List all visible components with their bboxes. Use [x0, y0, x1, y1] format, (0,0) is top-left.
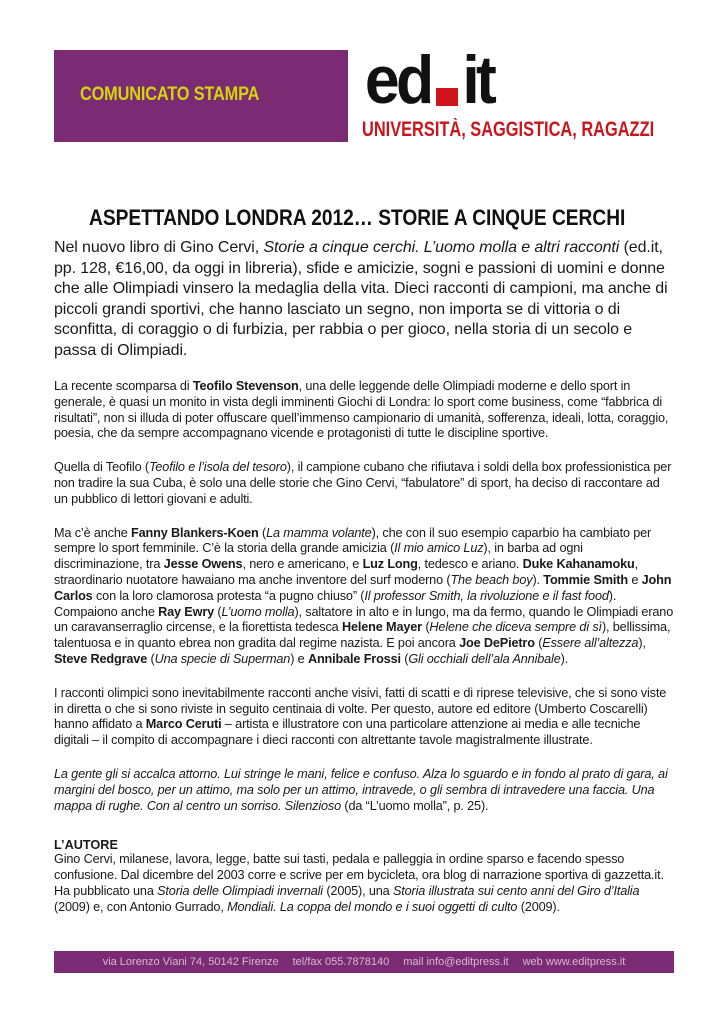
logo-red-dot [436, 88, 458, 106]
footer-address: via Lorenzo Viani 74, 50142 Firenze [102, 956, 279, 968]
footer-phone: tel/fax 055.7878140 [292, 956, 390, 968]
paragraph-illustrations: I racconti olimpici sono inevitabilmente racconti anche visivi, fatti di scatti e di riprese televisive, che si sono viste in diretta o che si sono riviste in seguito centinaia di volte. Per questo, autore ed editore (Umberto Coscarelli) hanno affidato a Marco Ceruti – artista e illustratore con una particolare attenzione ai media e alle tecniche digitali – il compito di accompagnare i dieci racconti con altrettante tavole magistralmente illustrate. [54, 685, 667, 748]
footer-web[interactable]: web www.editpress.it [522, 956, 626, 968]
logo-subtitle: UNIVERSITÀ, SAGGISTICA, RAGAZZI [362, 118, 655, 141]
logo-it: it [462, 42, 494, 118]
press-release-label: COMUNICATO STAMPA [80, 84, 260, 105]
quote-paragraph: La gente gli si accalca attorno. Lui stringe le mani, felice e confuso. Alza lo sguardo e in fondo al prato di gara, ai margini del bosco, per un attimo, ma solo per un attimo, intravede, o gli sembra di intravedere una faccia. Una mappa di rughe. Con al centro un sorriso. Silenzioso (da “L’uomo molla”, p. 25). [54, 766, 668, 813]
footer-mail[interactable]: mail info@editpress.it [403, 956, 509, 968]
author-bio: Gino Cervi, milanese, lavora, legge, batte sui tasti, pedala e palleggia in ordine sparso e facendo spesso confusione. Dal dicembre del 2003 corre e scrive per em bycicleta, ora blog di narrazione sportiva di gazzetta.it. Ha pubblicato una Storia delle Olimpiadi invernali (2005), una Storia illustrata sui cento anni del Giro d’Italia (2009) e, con Antonio Gurrado, Mondiali. La coppa del mondo e i suoi oggetti di culto (2009). [54, 852, 664, 914]
edit-logo [362, 42, 495, 118]
document-body [54, 238, 674, 916]
logo-ed: ed [364, 42, 431, 118]
author-heading: L’AUTORE [54, 838, 118, 853]
paragraph-teofilo: Quella di Teofilo (Teofilo e l’isola del tesoro), il campione cubano che rifiutava i soldi della box professionistica per non tradire la sua Cuba, è solo una delle storie che Gino Cervi, “fabulatore” di sport, ha deciso di raccontare ad un pubblico di lettori giovani e adulti. [54, 460, 672, 506]
header-band [54, 50, 348, 142]
footer-band [54, 951, 674, 973]
paragraph-champions: Ma c’è anche Fanny Blankers-Koen (La mamma volante), che con il suo esempio caparbio ha cambiato per sempre lo sport femminile. C’è la storia della grande amicizia (Il mio amico Luz), in barba ad ogni discriminazione, tra Jesse Owens, nero e americano, e Luz Long, tedesco e ariano. Duke Kahanamoku, straordinario nuotatore hawaiano ma anche inventore del surf moderno (The beach boy). Tommie Smith e John Carlos con la loro clamorosa protesta “a pugno chiuso” (Il professor Smith, la rivoluzione e il fast food). Compaiono anche Ray Ewry (L’uomo molla), saltatore in alto e in lungo, ma da fermo, quando le Olimpiadi erano un caravanserraglio circense, e la fiorettista tedesca Helene Mayer (Helene che diceva sempre di sì), bellissima, talentuosa e in quanto ebrea non gradita dal regime nazista. E poi ancora Joe DePietro (Essere all’altezza), Steve Redgrave (Una specie di Superman) e Annibale Frossi (Gli occhiali dell’ala Annibale). [54, 525, 674, 666]
paragraph-stevenson: La recente scomparsa di Teofilo Stevenson, una delle leggende delle Olimpiadi moderne e dello sport in generale, è quasi un monito in vista degli imminenti Giochi di Londra: lo sport come business, come “fabbrica di risultati”, non si illuda di poter offuscare quell’immenso campionario di umanità, sofferenza, ideali, lotta, coraggio, poesia, che da sempre accompagnano vicende e protagonisti di tutte le discipline sportive. [54, 379, 669, 441]
document-title: ASPETTANDO LONDRA 2012… STORIE A CINQUE CERCHI [89, 205, 626, 230]
lead-paragraph: Nel nuovo libro di Gino Cervi, Storie a cinque cerchi. L’uomo molla e altri racconti (ed.it, pp. 128, €16,00, da oggi in libreria), sfide e amicizie, sogni e passioni di uomini e donne che alle Olimpiadi vinsero la medaglia della vita. Dieci racconti di campioni, ma anche di piccoli grandi sportivi, che hanno lasciato un segno, non importa se di vittoria o di sconfitta, di coraggio o di furbizia, per rabbia o per gioco, nella storia di un secolo e passa di Olimpiadi. [54, 239, 668, 359]
